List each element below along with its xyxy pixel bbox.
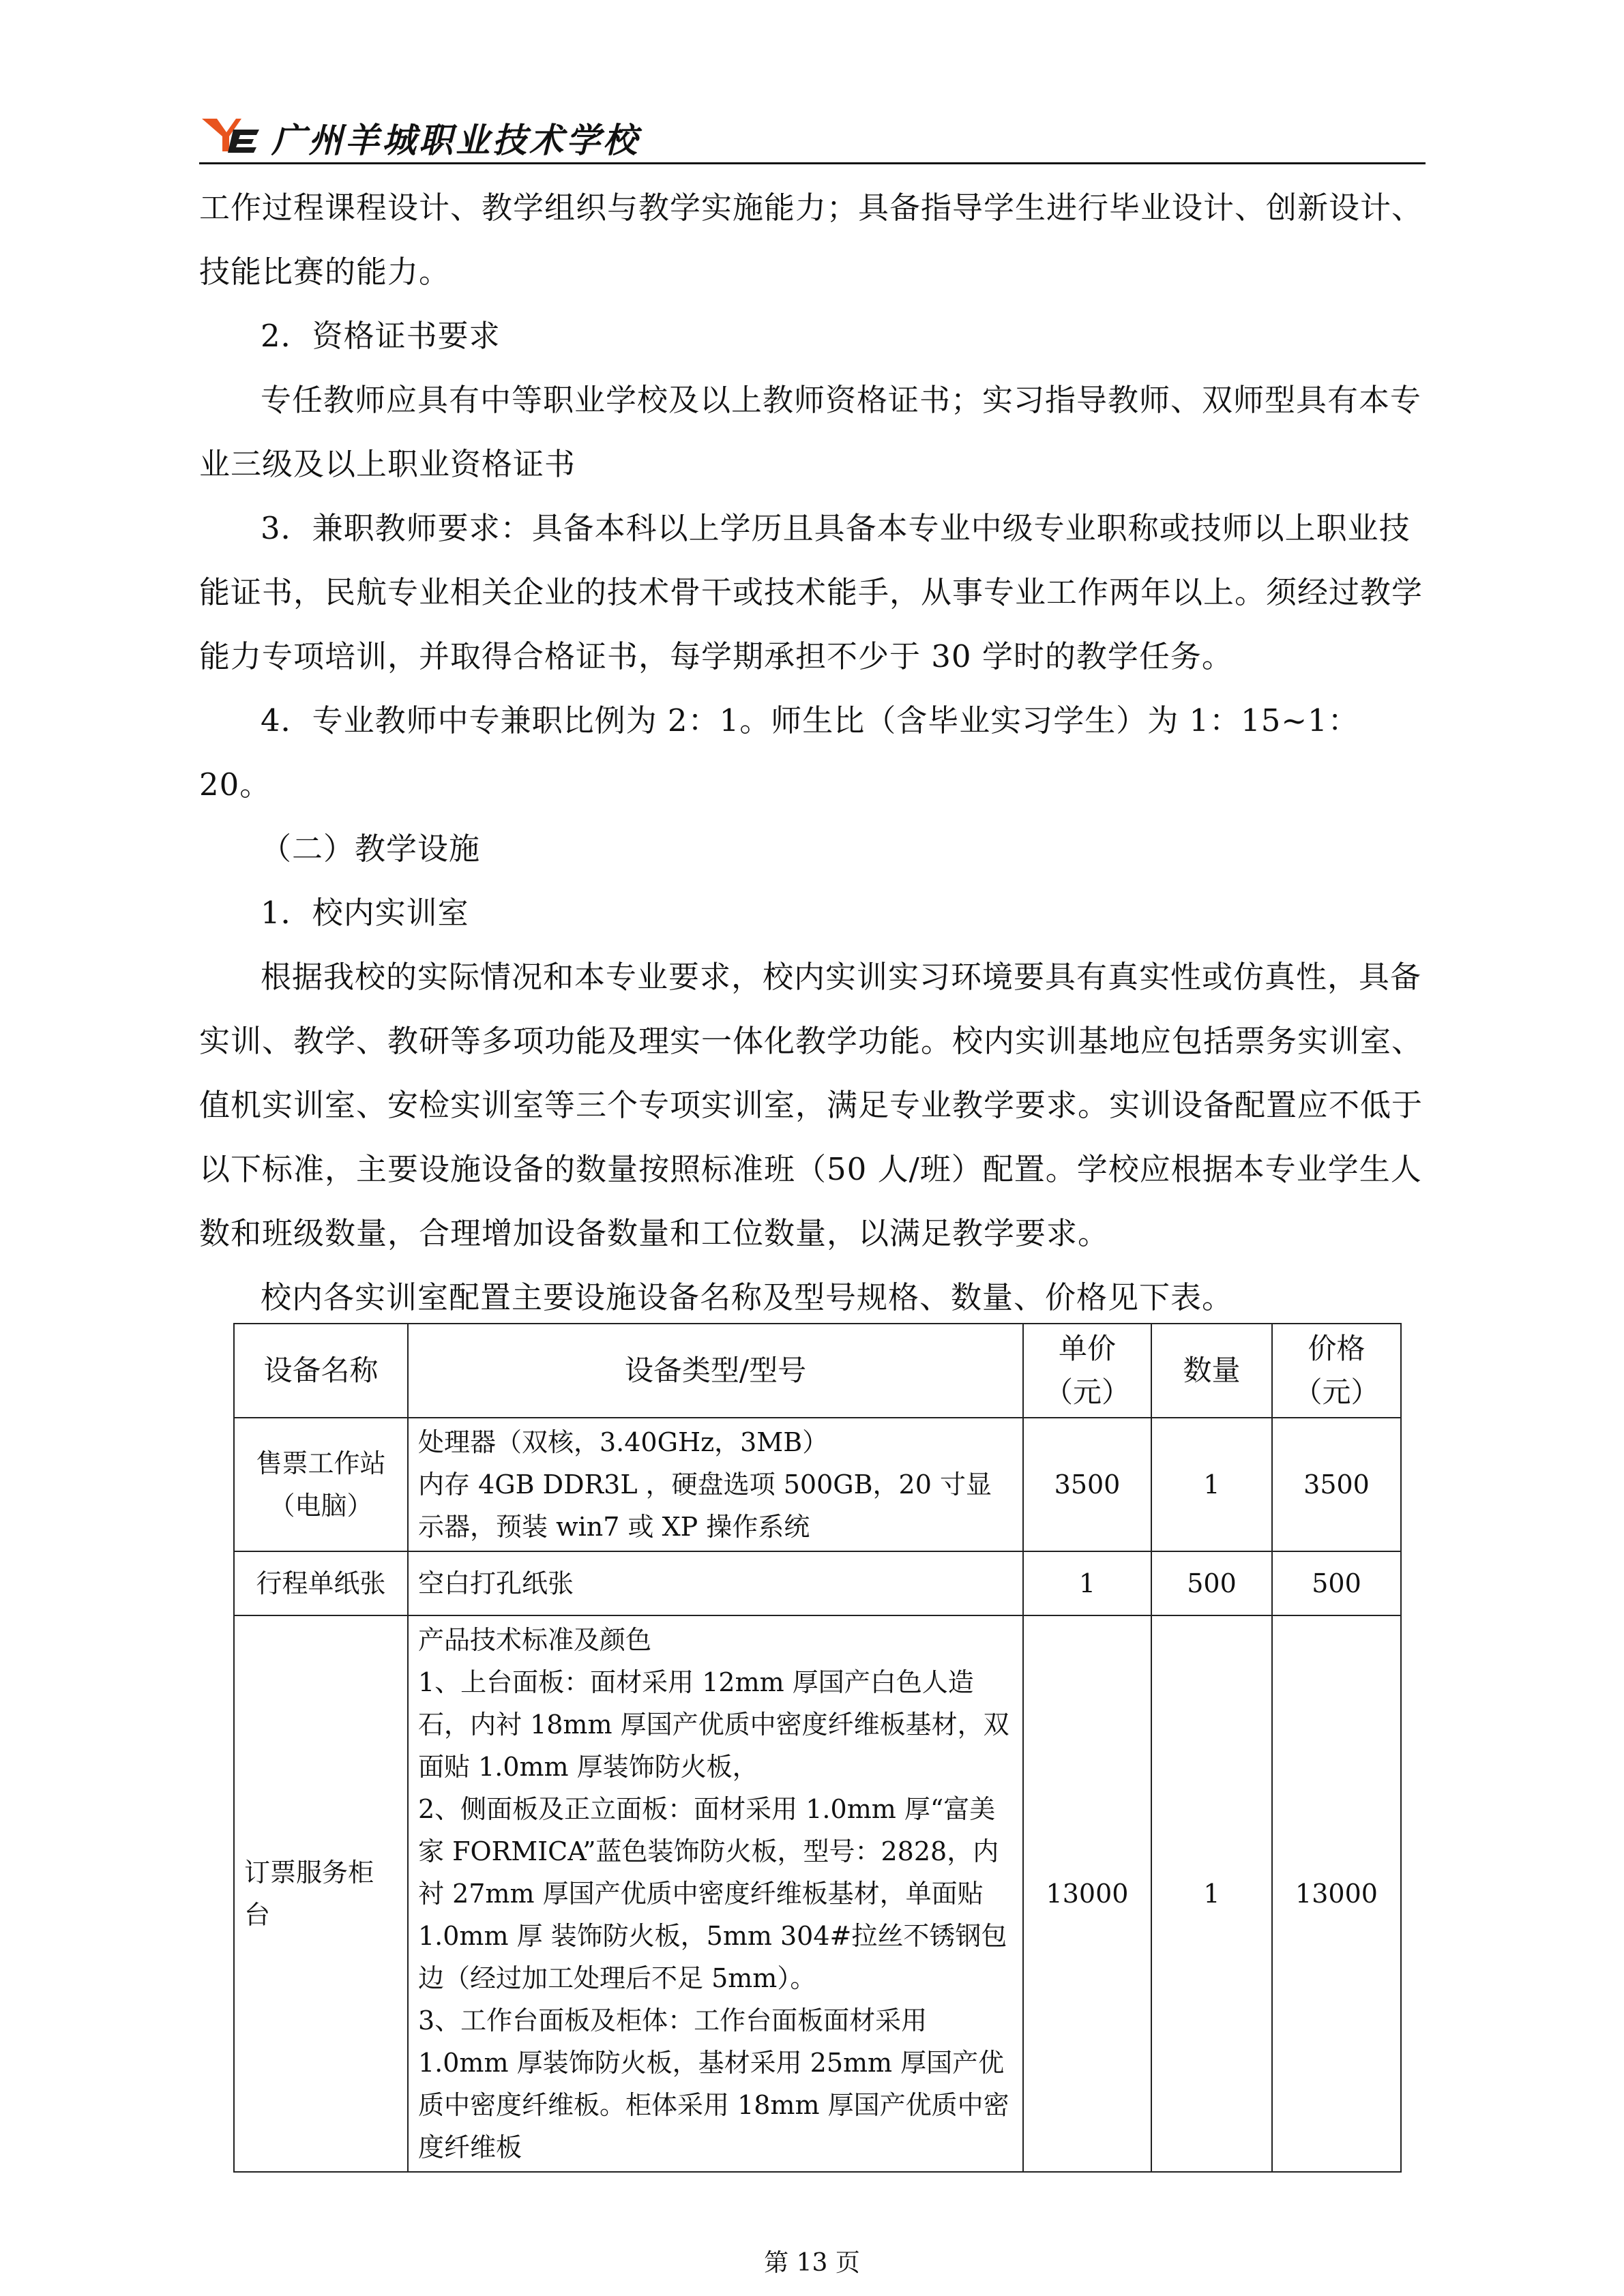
equipment-table	[233, 1323, 1402, 2173]
yc-school-logo	[199, 116, 262, 154]
cell-unit-price: 1	[1023, 1551, 1151, 1615]
cell-unit-price: 13000	[1023, 1615, 1151, 2172]
header-name: 设备名称	[234, 1324, 408, 1418]
table-row	[234, 1418, 1401, 1551]
cell-price: 500	[1272, 1551, 1401, 1615]
spec-line: 2、侧面板及正立面板：面材采用 1.0mm 厚“富美家 FORMICA”蓝色装饰防火板，型号：2828，内衬 27mm 厚国产优质中密度纤维板基材，单面贴 1.0mm 厚 装饰防火板，5mm 304#拉丝不锈钢包边（经过加工处理后不足 5mm）。	[418, 1794, 1007, 1993]
paragraph-5: 4．专业教师中专兼职比例为 2：1。师生比（含毕业实习学生）为 1：15~1：20。	[199, 702, 1359, 803]
cell-name: 售票工作站（电脑）	[234, 1418, 408, 1551]
cell-quantity: 500	[1151, 1551, 1272, 1615]
cell-spec	[408, 1615, 1023, 2172]
paragraph-8: 根据我校的实际情况和本专业要求，校内实训实习环境要具有真实性或仿真性，具备实训、教学、教研等多项功能及理实一体化教学功能。校内实训基地应包括票务实训室、值机实训室、安检实训室等三个专项实训室，满足专业教学要求。实训设备配置应不低于以下标准，主要设施设备的数量按照标准班（50 人/班）配置。学校应根据本专业学生人数和班级数量，合理增加设备数量和工位数量，以满足教学要求。	[199, 959, 1423, 1251]
paragraph-3: 专任教师应具有中等职业学校及以上教师资格证书；实习指导教师、双师型具有本专业三级及以上职业资格证书	[199, 382, 1422, 482]
cell-quantity: 1	[1151, 1418, 1272, 1551]
school-name: 广州羊城职业技术学校	[271, 121, 640, 160]
header-divider	[199, 162, 1426, 164]
header-price: 价格（元）	[1272, 1324, 1401, 1418]
header-unit-price: 单价（元）	[1023, 1324, 1151, 1418]
paragraph-4: 3．兼职教师要求：具备本科以上学历且具备本专业中级专业职称或技师以上职业技能证书，民航专业相关企业的技术骨干或技术能手，从事专业工作两年以上。须经过教学能力专项培训，并取得合格证书，每学期承担不少于 30 学时的教学任务。	[199, 510, 1423, 674]
cell-unit-price: 3500	[1023, 1418, 1151, 1551]
spec-line: 3、工作台面板及柜体：工作台面板面材采用 1.0mm 厚装饰防火板，基材采用 25mm 厚国产优质中密度纤维板。柜体采用 18mm 厚国产优质中密度纤维板	[418, 2006, 1009, 2162]
paragraph-1: 工作过程课程设计、教学组织与教学实施能力；具备指导学生进行毕业设计、创新设计、技能比赛的能力。	[199, 190, 1423, 290]
spec-line: 产品技术标准及颜色	[418, 1625, 652, 1655]
paragraph-9: 校内各实训室配置主要设施设备名称及型号规格、数量、价格见下表。	[261, 1279, 1234, 1315]
paragraph-2: 2．资格证书要求	[261, 318, 501, 354]
cell-name: 订票服务柜台	[234, 1615, 408, 2172]
page-header	[199, 109, 1426, 158]
cell-quantity: 1	[1151, 1615, 1272, 2172]
header-spec: 设备类型/型号	[408, 1324, 1023, 1418]
cell-spec	[408, 1551, 1023, 1615]
page-number: 第 13 页	[764, 2249, 860, 2277]
equipment-table-wrap	[233, 1323, 1400, 2173]
section-heading-facilities: （二）教学设施	[261, 831, 481, 867]
spec-line: 内存 4GB DDR3L ，硬盘选项 500GB，20 寸显示器，预装 win7 或 XP 操作系统	[418, 1470, 992, 1542]
spec-line: 1、上台面板：面材采用 12mm 厚国产白色人造石，内衬 18mm 厚国产优质中密度纤维板基材，双面贴 1.0mm 厚装饰防火板，	[418, 1667, 1009, 1782]
cell-price: 13000	[1272, 1615, 1401, 2172]
table-row	[234, 1615, 1401, 2172]
cell-name: 行程单纸张	[234, 1551, 408, 1615]
cell-spec	[408, 1418, 1023, 1551]
table-header-row	[234, 1324, 1401, 1418]
table-row	[234, 1551, 1401, 1615]
spec-line: 处理器（双核，3.40GHz，3MB）	[418, 1427, 829, 1457]
spec-line: 空白打孔纸张	[418, 1568, 574, 1598]
cell-price: 3500	[1272, 1418, 1401, 1551]
body-text	[199, 176, 1426, 1330]
subheading-training-rooms: 1．校内实训室	[261, 895, 469, 931]
header-quantity: 数量	[1151, 1324, 1272, 1418]
